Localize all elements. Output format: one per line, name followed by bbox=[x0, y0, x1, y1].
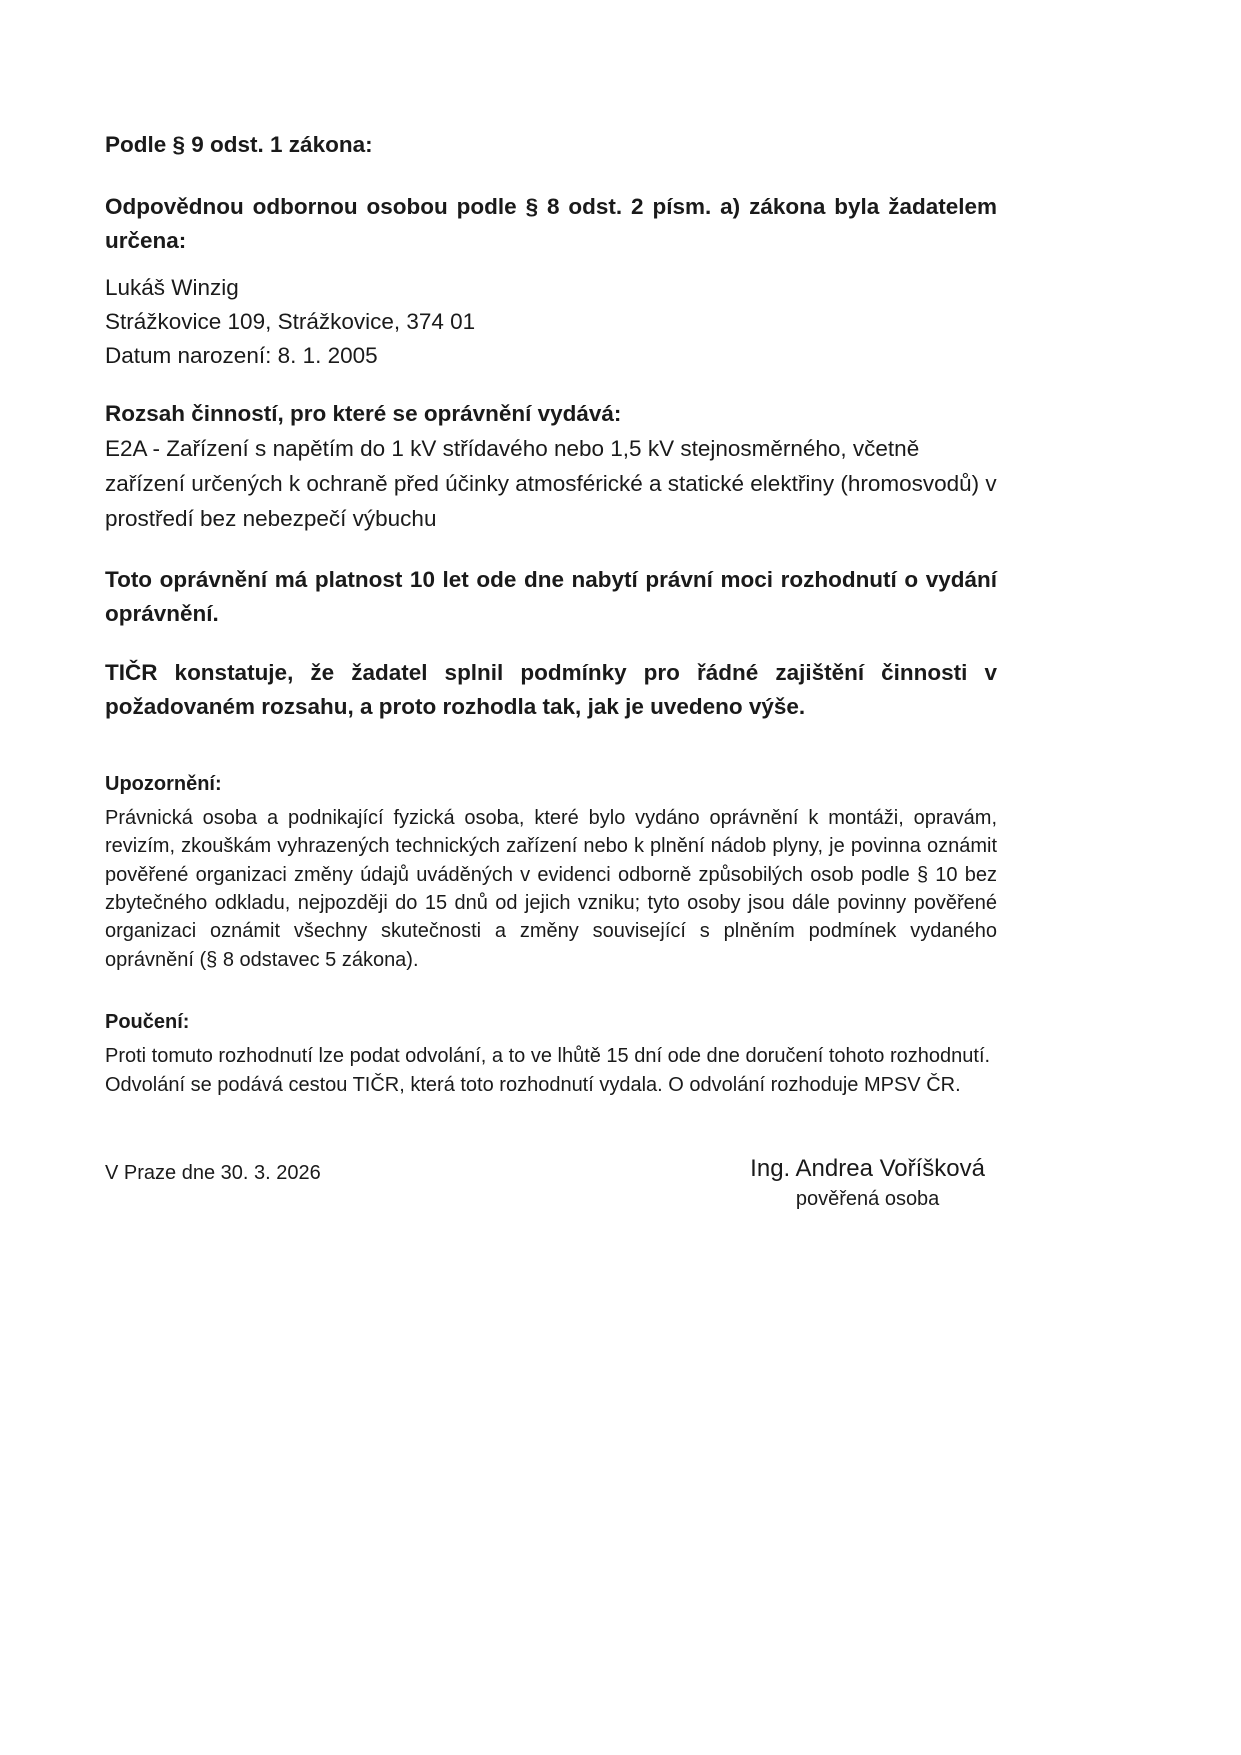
notice-text: Právnická osoba a podnikající fyzická osoba, které bylo vydáno oprávnění k montáži, opravám, revizím, zkouškám vyhrazených technických zařízení nebo k plnění nádob plyny, je povinna oznámit pověřené organizaci změny údajů uváděných v evidenci odborně způsobilých osob podle § 10 bez zbytečného odkladu, nejpozději do 15 dnů od jejich vzniku; tyto osoby jsou dále povinny pověřené organizaci oznámit všechny skutečnosti a změny související s plněním podmínek vydaného oprávnění (§ 8 odstavec 5 zákona). bbox=[105, 806, 997, 971]
notice-heading: Upozornění: bbox=[105, 772, 222, 795]
place-and-date: V Praze dne 30. 3. 2026 bbox=[105, 1162, 321, 1184]
responsible-person-heading: Odpovědnou odbornou osobou podle § 8 odst. 2 písm. a) zákona byla žadatelem určena: bbox=[105, 193, 997, 253]
signature-row bbox=[105, 1153, 997, 1213]
advice-text: Proti tomuto rozhodnutí lze podat odvolání, a to ve lhůtě 15 dní ode dne doručení tohoto rozhodnutí. Odvolání se podává cestou TIČR, která toto rozhodnutí vydala. O odvolání rozhoduje MPSV ČR. bbox=[105, 1045, 991, 1096]
advice-heading: Poučení: bbox=[105, 1011, 190, 1034]
signer-role: pověřená osoba bbox=[795, 1188, 940, 1211]
signature-block bbox=[750, 1153, 985, 1213]
person-name: Lukáš Winzig bbox=[105, 275, 239, 301]
legal-basis-heading: Podle § 9 odst. 1 zákona: bbox=[105, 132, 373, 157]
person-address: Strážkovice 109, Strážkovice, 374 01 bbox=[105, 309, 476, 334]
scope-text: E2A - Zařízení s napětím do 1 kV střídavého nebo 1,5 kV stejnosměrného, včetně zařízení určených k ochraně před účinky atmosférické a statické elektřiny (hromosvodů) v prostředí bez nebezpečí výbuchu bbox=[105, 436, 997, 531]
person-details bbox=[105, 271, 997, 372]
document-content bbox=[105, 128, 997, 1213]
scope-heading: Rozsah činností, pro které se oprávnění vydává: bbox=[105, 400, 622, 426]
validity-statement: Toto oprávnění má platnost 10 let ode dne nabytí právní moci rozhodnutí o vydání oprávnění. bbox=[105, 566, 997, 626]
signer-name: Ing. Andrea Voříšková bbox=[750, 1155, 985, 1182]
conclusion-statement: TIČR konstatuje, že žadatel splnil podmínky pro řádné zajištění činnosti v požadovaném rozsahu, a proto rozhodla tak, jak je uvedeno výše. bbox=[105, 660, 997, 720]
person-birth-date: Datum narození: 8. 1. 2005 bbox=[105, 342, 378, 368]
